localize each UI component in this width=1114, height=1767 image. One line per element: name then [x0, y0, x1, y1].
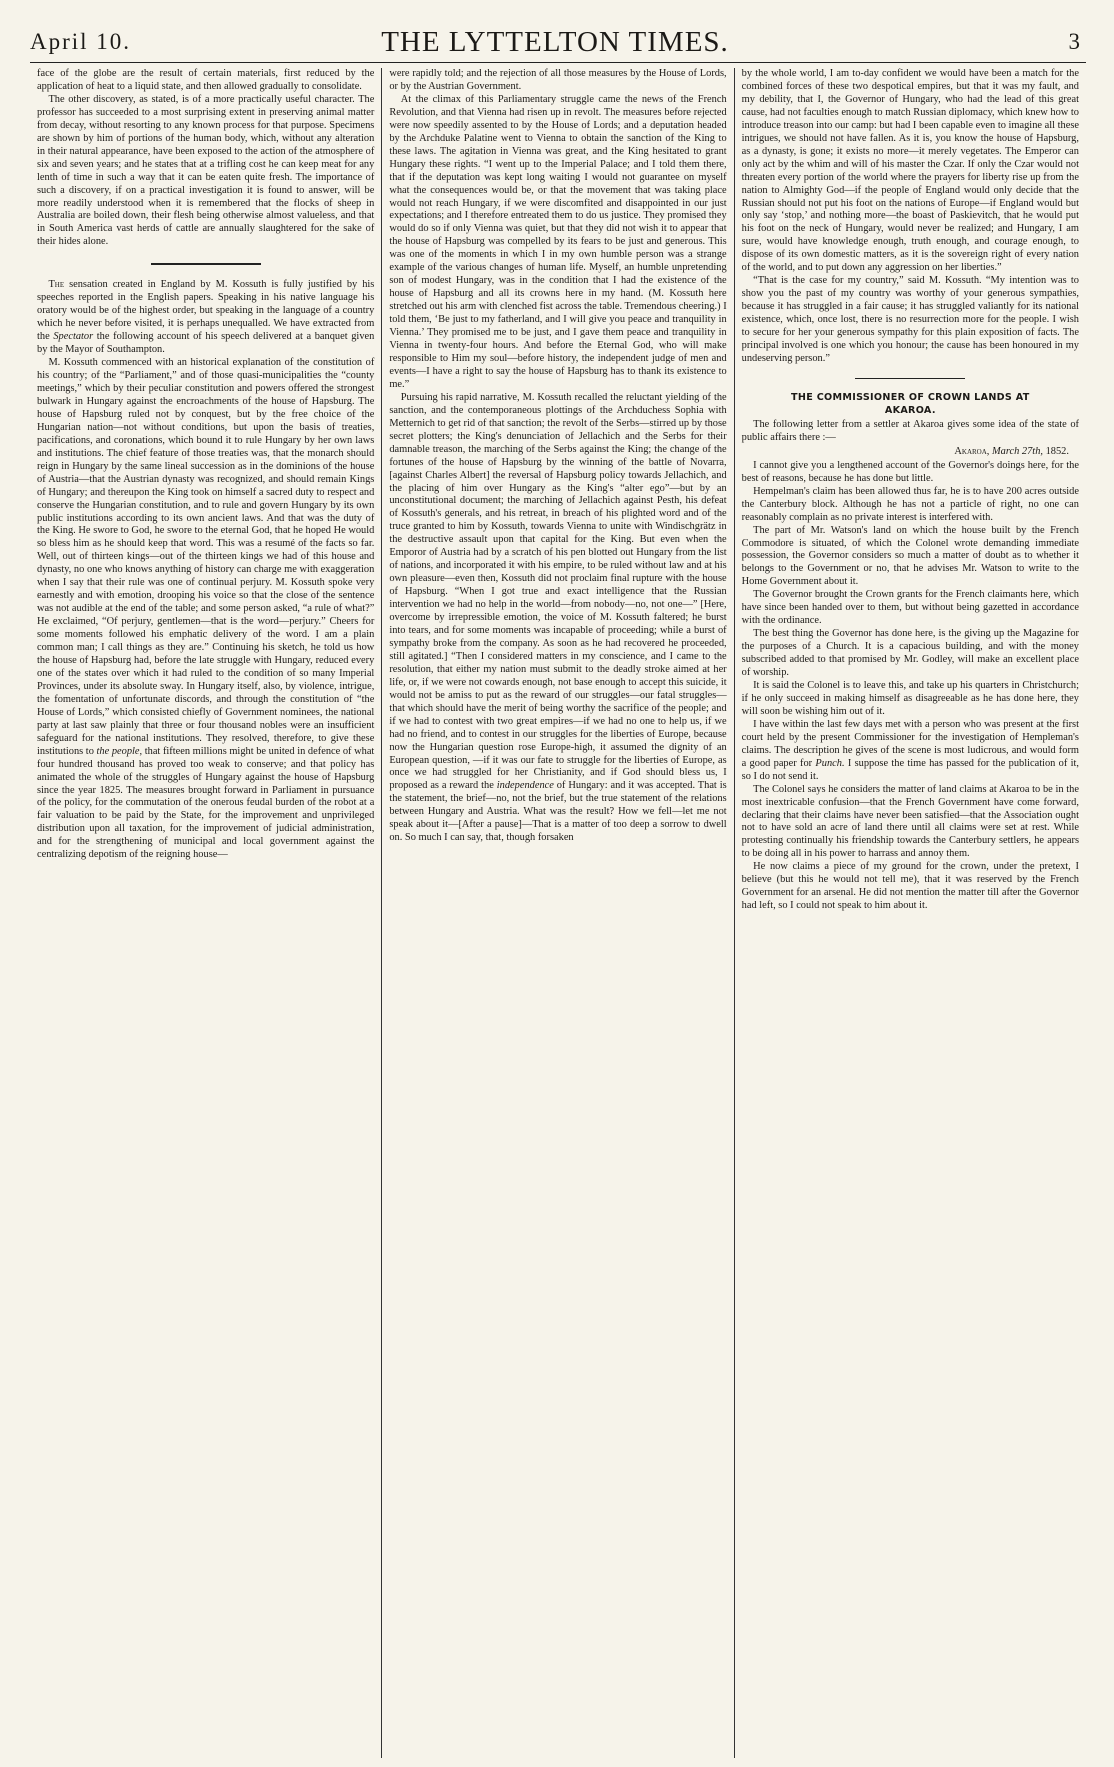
column-2 [381, 68, 733, 1758]
drop-lead-word: The [48, 279, 65, 291]
letter-dateline [742, 446, 1069, 459]
letter-paragraph: The Colonel says he considers the matter of land claims at Akaroa to be in the most inextricable confusion—that the French Government have come forward, declaring that their claims have never been satisfied—that the Association ought not to have sold an acre of land there until all claims were set at rest. While protesting continually his friendship towards the Canterbury settlers, he appears to be doing all in his power to harrass and annoy them. [741, 783, 1079, 860]
column-1 [30, 68, 381, 1758]
columns [30, 68, 1086, 1758]
letter-paragraph: It is said the Colonel is to leave this, and take up his quarters in Christchurch; if he only succeed in making himself as disagreeable as he has done here, they will soon be wishing him out of it. [741, 679, 1079, 717]
newspaper-title: THE LYTTELTON TIMES. [381, 25, 729, 58]
paragraph-text: that fifteen millions might be united in defence of what four hundred thousand has proved too weak to conserve; and that policy has animated the whole of the struggles of Hungary against the house of Hapsburg since the year 1825. The measures brought forward in Parliament in pursuance of the policy, for the commutation of the onerous feudal burden of the robot at a fair valuation to be paid by the State, for the improvement and unprivileged distribution upon all taxation, for the improvement of judicial administration, and for the strengthening of municipal and local government against the centralizing depotism of the reigning house— [37, 745, 375, 861]
dateline-date: March 27th, [992, 445, 1043, 457]
article-paragraph: At the climax of this Parliamentary struggle came the news of the French Revolution, and that Vienna had risen up in revolt. The measures before rejected were now speedily assented to by the House of Lords; and a deputation headed by the Archduke Palatine went to Vienna to obtain the sanction of the King to these laws. The agitation in Vienna was great, and the King hesitated to grant Hungary these rights. “I went up to the Imperial Palace; and I told them there, that if the deputation was kept long waiting I would not guarantee on myself what the consequences would be, or that the movement that was taking place would not reach Hungary, if we were discomfited and disappointed in our just expectations; and I therefore entreated them to do us justice. They promised they would do so if only Vienna was quiet, but that they did not wish it to appear that the house of Hapsburg was compelled by its fears to be just and generous. This was one of the moments in which I in my own humble person was a strange example of the various changes of human life. Myself, an humble unpretending son of modest Hungary, was in the condition that I had the existence of the house of Hapsburg and all its crowns here in my hand. (M. Kossuth here stretched out his arm with clenched fist across the table. Tremendous cheering.) I told them, ‘Be just to my fatherland, and I will give you peace and tranquility in Vienna.’ They promised me to be just, and I gave them peace and tranquility in Vienna in twenty-four hours. And before the Eternal God, who will make responsible to Him my soul—before history, the independent judge of men and events—I have a right to say the house of Hapsburg has to thank its existence to me.” [389, 93, 727, 390]
punch-title: Punch. [815, 757, 845, 769]
paragraph-text: M. Kossuth commenced with an historical explanation of the constitution of his country; of the “Parliament,” and of those quasi-municipalities the “county meetings,” which by their peculiar constitution and powers offered the strongest bulwark in Hungary against the encroachments of the house of Hapsburg. The house of Hapsburg ruled not by conquest, but by the free choice of the Hungarian nation—not without conditions, but upon the basis of treaties, pacifications, and coronations, which bound it to rule Hungary by her own laws and institutions. The chief feature of those treaties was, that the monarch should reign in Hungary by the same lineal succession as in the dominions of the house of Austria—that the Austrian dynasty was recognized, and should remain Kings of Hungary; and thereupon the King took on himself a sacred duty to respect and conserve the Hungarian constitution, and to rule and govern Hungary by its own public institutions according to its own ancient laws. And that was the duty of the King. He swore to God, he swore to the eternal God, that he hoped He would so bless him as he should keep that word. This was a resumé of the facts so far. Well, out of thirteen kings—out of the thirteen kings we had of this house and dynasty, no one who knows anything of history can charge me with exaggeration when I say that their rule was one of continual perjury. M. Kossuth spoke very earnestly and with emotion, drooping his voice so that the close of the sentence was not audible at the end of the table; and some person asked, “a rule of what?” He exclaimed, “Of perjury, gentlemen—that is the word—perjury.” Cheers for some moments followed his emphatic delivery of the word. I am a plain common man; I call things as they are.” Continuing his sketch, he told us how the house of Hapsburg had, before the late struggle with Hungary, reduced every one of the states over which it had ruled to the condition of so many Imperial Provinces, under its absolute sway. In Hungary itself, also, by violence, intrigue, the fomentation of unfortunate discords, and through the constitution of “the House of Lords,” which consisted chiefly of Government nominees, the national party at last saw plainly that three or four thousand nobles were an insufficient safeguard for the national institutions. They resolved, therefore, to give these institutions to [37, 357, 375, 757]
emphasis-text: the people, [96, 745, 143, 757]
spectator-title: Spectator [53, 331, 94, 343]
masthead-rule [30, 62, 1086, 63]
paragraph-text: Pursuing his rapid narrative, M. Kossuth recalled the reluctant yielding of the sanction, and the contemporaneous plottings of the Archduchess Sophia with Metternich to get rid of that sanction; the revolt of the Serbs—stirred up by those secret plotters; the King's denunciation of Jellachich and the Serbs for their damnable treason, the marching of the Serbs against the King; the change of the fortunes of the house of Hapsburg by the winning of the battle of Novarra, [against Charles Albert] the reversal of Hapsburg policy towards Jellachich, and the placing of him over Hungary as the King's “alter ego”—but by an unconstitutional document; the marching of Jellachich against Pesth, his defeat of Kossuth's generals, and his retreat, in breach of his plighted word and of the truce granted to him by Kossuth, towards Vienna to unite with Windischgrätz in the destructive assault upon that capital for the King. But even when the Emporor of Austria had by a scratch of his pen blotted out Hungary from the list of nations, and incorporated it with his empire, to be ruled without law and at his own pleasure—even then, Kossuth did not proclaim final rupture with the house of Hapsburg. “When I got true and exact intelligence that the Russian intervention we had no help in the world—from nobody—no, not one—” [Here, overcome by irrepressible emotion, the voice of M. Kossuth faltered; he burst into tears, and for some moments was incapable of proceeding; while a burst of sympathy broke from the company. As soon as he had recovered he proceeded, still agitated.] “Then I considered matters in my conscience, and I came to the resolution, that either my nation must submit to the deadly stroke aimed at her life, or, if we were not cowards enough, not base enough to accept this suicide, it would not be amiss to put as the reward of our struggles—our fatal struggles—that which should have the merit of being worthy the sacrifice of the people; and if we had to contest with two great empires—if we had no one to help us, if we had no friend, and to contest in our struggles for the liberties of Europe, because now the Hungarian question rose Europe-high, it assumed the dignity of an European question, —if it was our fate to struggle for the liberties of Europe, as once we had struggled for her Christianity, and if God should bless us, I proposed as a reward the [389, 391, 727, 792]
paragraph-text: I have within the last few days met with a person who was present at the first court held by the present Commissioner for the investigation of Hempleman's claims. The description he gives of the scene is most ludicrous, and would form a good paper for [741, 718, 1079, 769]
article-paragraph: were rapidly told; and the rejection of all those measures by the House of Lords, or by the Austrian Government. [389, 68, 727, 92]
letter-paragraph: Hempelman's claim has been allowed thus far, he is to have 200 acres outside the Canterbury block. Although he has not a particle of right, no one can reasonably complain as no private interest is interfered with. [741, 485, 1079, 523]
page-number: 3 [1068, 29, 1080, 54]
headline-line: AKAROA. [884, 404, 936, 416]
paragraph-text: sensation created in England by M. Kossuth is fully justified by his speeches reported in the English papers. Speaking in his native language his oratory would be of the highest order, but speaking in the language of a country which he never before visited, it is perhaps unequalled. We have extracted from the [37, 279, 375, 343]
article-paragraph: The other discovery, as stated, is of a more practically useful character. The professor has succeeded to a most surprising extent in preserving animal matter from decay, without resorting to any known process for that purpose. Specimens are shown by him of portions of the human body, which, without any alteration in their natural appearance, have been exposed to the action of the atmosphere of six and seven years; and he states that at a trifling cost he can keep meat for any lenth of time in such a way that it can be eaten quite fresh. The importance of such a discovery, if on a practical investigation it is found to answer, will be more readily understood when it is remembered that the flocks of sheep in Australia are boiled down, their flesh being otherwise almost valueless, and that in South America vast herds of cattle are annually slaughtered for the sake of their hides alone. [37, 93, 375, 248]
dateline-year: 1852. [1045, 445, 1069, 457]
section-divider [151, 263, 261, 265]
article-paragraph: face of the globe are the result of certain materials, first reduced by the application of heat to a liquid state, and then allowed gradually to consolidate. [37, 68, 375, 92]
section-divider [855, 378, 965, 379]
letter-paragraph: The best thing the Governor has done here, is the giving up the Magazine for the purposes of a Church. It is a capacious building, and with the money subscribed added to that promised by Mr. Godley, will make an excellent place of worship. [741, 628, 1079, 679]
paragraph-text: I suppose the time has passed for the publication of it, so I do not send it. [741, 757, 1079, 782]
dateline-place: Akaroa, [954, 445, 990, 457]
headline-line: THE COMMISSIONER OF CROWN LANDS AT [791, 391, 1030, 403]
letter-paragraph: I cannot give you a lengthened account of the Governor's doings here, for the best of reasons, because he has done but little. [741, 459, 1079, 484]
paragraph-text: the following account of his speech delivered at a banquet given by the Mayor of Southampton. [37, 331, 375, 356]
kossuth-intro-paragraph [37, 279, 374, 357]
masthead [30, 26, 1086, 58]
emphasis-text: independence [496, 780, 554, 792]
letter-paragraph [742, 719, 1079, 784]
article-paragraph [37, 357, 374, 862]
issue-date: April 10. [30, 29, 132, 54]
article-paragraph: “That is the case for my country,” said M. Kossuth. “My intention was to show you the past of my country was worthy of your generous sympathies, because it has struggled in a fair cause; it has struggled valiantly for its national existence, which, once lost, there is no resurrection more for the people. I wish to secure for her your generous sympathy for this plain exposition of facts. The principal involved is one which you honour; the cause has been honoured in my undeserving person.” [741, 275, 1079, 364]
letter-paragraph: The part of Mr. Watson's land on which the house built by the French Commodore is situated, of which the Colonel wrote demanding immediate possession, the Governor considers so much a matter of doubt as to whether it belongs to the Government or no, that he advises Mr. Watson to write to the Home Government about it. [741, 524, 1079, 588]
column-3 [734, 68, 1086, 1758]
article-intro: The following letter from a settler at Akaroa gives some idea of the state of public affairs there :— [741, 418, 1079, 443]
letter-paragraph: The Governor brought the Crown grants for the French claimants here, which have since been handed over to them, but without being gazetted in accordance with the ordinance. [741, 589, 1079, 627]
article-paragraph [389, 392, 726, 845]
article-paragraph: by the whole world, I am to-day confident we would have been a match for the combined forces of these two despotical empires, but that it was my fault, and my debility, that I, the Governor of Hungary, who had the lead of this great cause, had not faculties enough to match Russian diplomacy, which knew how to introduce treason into our camp: but had I been capable even to imagine all these intrigues, we should not have fallen. As it is, you know the house of Hapsburg, as a dynasty, is gone; it exists no more—it merely vegetates. The Emperor can only act by the whim and will of his master the Czar. If only the Czar would not threaten every portion of the world where the prayers for liberty rise up from the nation to Almighty God—if the people of England would only decide that the Russian should not put his foot on the nations of Europe—if England would but only say ‘stop,’ and nothing more—the boast of Paskievitch, that he would put his foot on the neck of Hungary, would never be realized; and Hungary, I am sure, would have knowledge enough, truth enough, and courage enough, to dispose of its own domestic matters, as it is the sovereign right of every nation of the world, and to put down any aggression on her liberties.” [741, 68, 1079, 274]
paragraph-text: of Hungary: and it was accepted. That is the statement, the brief—no, not the brief, but the true statement of the relations between Hungary and Austria. What was the result? How we fell—let me not speak about it—[After a pause]—That is a matter of too deep a sorrow to dwell on. So much I can say, that, though forsaken [389, 780, 727, 844]
letter-paragraph: He now claims a piece of my ground for the crown, under the pretext, I believe (but this he would not tell me), that it was reserved by the French Government for an arsenal. He did not mention the matter till after the Governor had left, so I could not speak to him about it. [741, 861, 1079, 912]
article-headline [742, 391, 1079, 417]
